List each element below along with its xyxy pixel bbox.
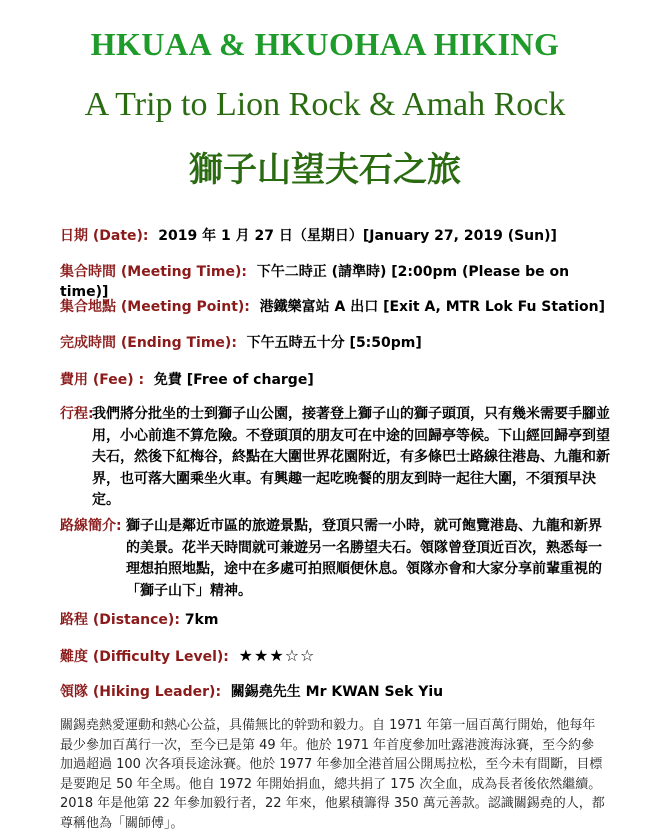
route-label: 路線簡介: <box>60 518 122 534</box>
ending-time-row <box>60 333 620 353</box>
route-text: 獅子山是鄰近市區的旅遊景點，登頂只需一小時，就可飽覽港島、九龍和新界的美景。花半天時間就可兼遊另一名勝望夫石。領隊曾登頂近百次，熟悉每一理想拍照地點，途中在多處可拍照順便休息。領隊亦會和大家分享前輩重視的「獅子山下」精神。 <box>126 518 602 599</box>
leader-row <box>60 682 620 702</box>
difficulty-stars: ★★★☆☆ <box>238 646 316 665</box>
meeting-time-row <box>60 262 620 302</box>
ending-time-value: 下午五時五十分 [5:50pm] <box>246 335 422 351</box>
leader-label: 領隊 (Hiking Leader): <box>60 684 222 700</box>
ending-time-label: 完成時間 (Ending Time): <box>60 335 237 351</box>
meeting-point-row <box>60 297 620 317</box>
leader-value: 關錫堯先生 Mr KWAN Sek Yiu <box>230 684 444 700</box>
date-value: 2019 年 1 月 27 日（星期日）[January 27, 2019 (Sun)] <box>158 228 557 244</box>
fee-value: 免費 [Free of charge] <box>153 372 314 388</box>
meeting-time-label: 集合時間 (Meeting Time): <box>60 264 247 280</box>
fee-label: 費用 (Fee) : <box>60 372 145 388</box>
distance-row <box>60 610 620 630</box>
difficulty-label: 難度 (Difficulty Level): <box>60 649 229 665</box>
leader-bio: 關錫堯熱愛運動和熱心公益，具備無比的幹勁和毅力。自 1971 年第一屆百萬行開始，他每年最少參加百萬行一次，至今已是第 49 年。他於 1971 年首度參加吐露港渡海泳賽，至今約參加過超過 100 次各項長途泳賽。他於 1977 年參加全港首屆公開馬拉松，至今未有間斷，目標是要跑足 50 年全馬。他自 1972 年開始捐血，總共捐了 175 次全血，成為長者後依然繼續。2018 年是他第 22 年參加毅行者，22 年來，他累積籌得 350 萬元善款。認識關錫堯的人，都尊稱他為「關師傅」。 <box>60 718 605 831</box>
distance-value: 7km <box>184 612 219 628</box>
date-label: 日期 (Date): <box>60 228 149 244</box>
itinerary-label: 行程: <box>60 406 94 422</box>
trip-title-en: A Trip to Lion Rock & Amah Rock <box>84 86 566 123</box>
itinerary-text: 我們將分批坐的士到獅子山公園，接著登上獅子山的獅子頭頂，只有幾米需要手腳並用，小心前進不算危險。不登頭頂的朋友可在中途的回歸亭等候。下山經回歸亭到望夫石，然後下紅梅谷，終點在大圍世界花園附近，有多條巴士路線往港島、九龍和新界，也可落大圍乘坐火車。有興趣一起吃晚餐的朋友到時一起往大圍，不須預早決定。 <box>92 406 610 508</box>
distance-label: 路程 (Distance): <box>60 612 180 628</box>
meeting-point-value: 港鐵樂富站 A 出口 [Exit A, MTR Lok Fu Station] <box>259 299 606 315</box>
fee-row <box>60 370 620 390</box>
difficulty-row <box>60 646 620 667</box>
meeting-point-label: 集合地點 (Meeting Point): <box>60 299 250 315</box>
org-title: HKUAA & HKUOHAA HIKING <box>90 26 560 62</box>
date-row <box>60 226 620 246</box>
trip-title-zh: 獅子山望夫石之旅 <box>189 150 461 190</box>
meeting-time-value: 下午二時正 (請準時) [2:00pm (Please be on time)] <box>60 264 570 300</box>
